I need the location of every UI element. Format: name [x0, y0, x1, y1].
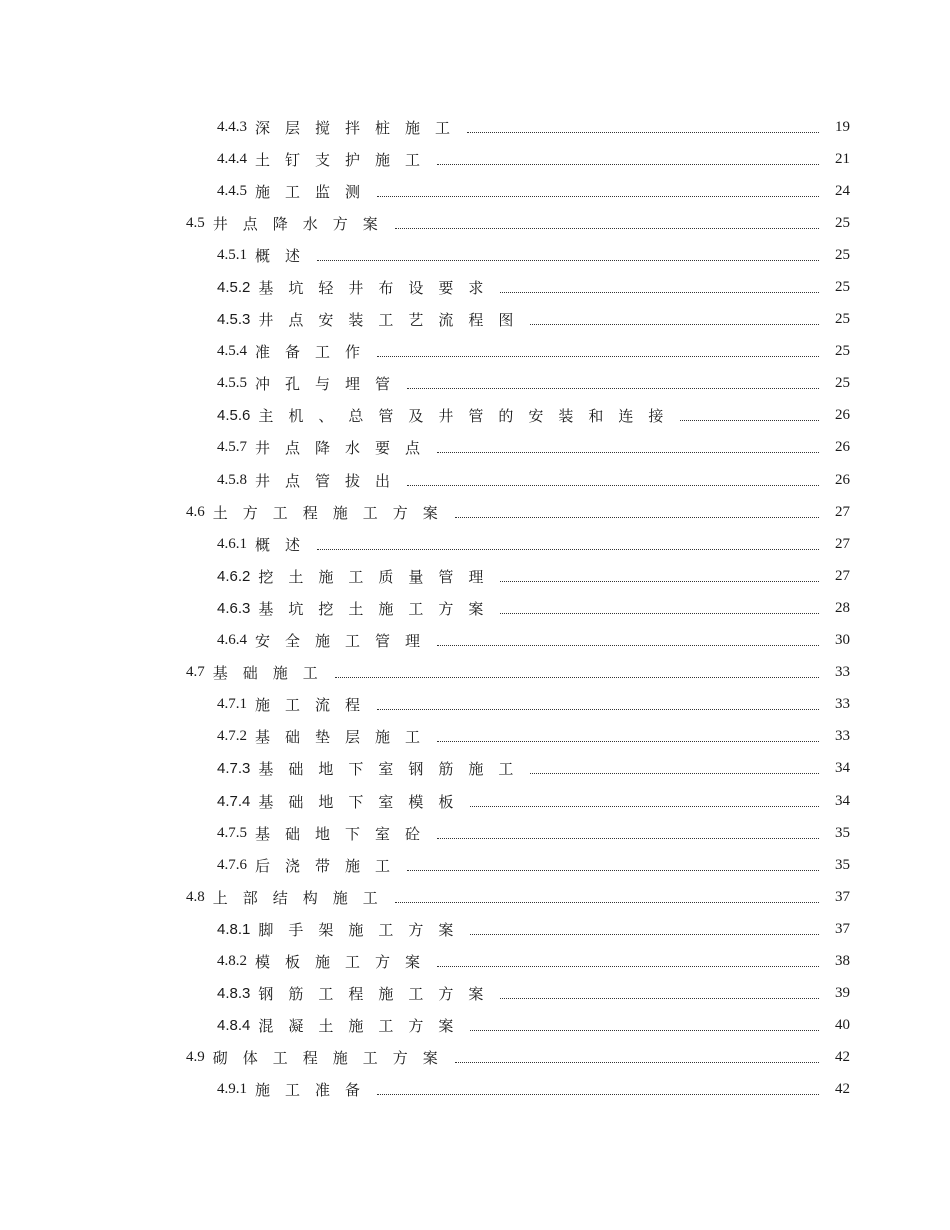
toc-subsection-entry[interactable] — [0, 336, 950, 368]
toc-entry-title: 主机、总管及井管的安装和连接 — [258, 407, 679, 426]
toc-entry-title: 概述 — [255, 246, 316, 265]
toc-subsection-entry[interactable] — [0, 753, 950, 785]
toc-entry-title: 脚手架施工方案 — [258, 920, 469, 939]
toc-entry-page-number: 34 — [835, 792, 850, 809]
toc-dot-leader — [335, 677, 819, 678]
toc-subsection-entry[interactable] — [0, 1074, 950, 1106]
toc-entry-number: 4.8.1 — [217, 920, 251, 938]
toc-dot-leader — [455, 517, 819, 518]
toc-subsection-entry[interactable] — [0, 945, 950, 977]
toc-entry-number: 4.6 — [186, 503, 205, 520]
toc-entry-number: 4.7.4 — [217, 792, 251, 810]
toc-entry-page-number: 28 — [835, 599, 850, 616]
toc-subsection-entry[interactable] — [0, 1010, 950, 1042]
toc-subsection-entry[interactable] — [0, 849, 950, 881]
toc-entry-title: 基础地下室钢筋施工 — [258, 760, 529, 779]
toc-subsection-entry[interactable] — [0, 111, 950, 143]
toc-dot-leader — [377, 1094, 819, 1095]
toc-entry-page-number: 25 — [835, 375, 850, 392]
toc-entry-title: 深层搅拌桩施工 — [255, 118, 466, 137]
toc-entry-number: 4.4.3 — [217, 118, 247, 135]
toc-entry-number: 4.8 — [186, 888, 205, 905]
toc-dot-leader — [500, 581, 819, 582]
toc-entry-page-number: 39 — [835, 985, 850, 1002]
toc-dot-leader — [680, 420, 819, 421]
toc-dot-leader — [470, 934, 819, 935]
toc-entry-number: 4.5.1 — [217, 246, 247, 263]
toc-entry-number: 4.5.3 — [217, 311, 251, 329]
toc-entry-page-number: 25 — [835, 343, 850, 360]
toc-entry-page-number: 27 — [835, 567, 850, 584]
toc-entry-number: 4.8.4 — [217, 1017, 251, 1035]
toc-dot-leader — [317, 260, 819, 261]
toc-entry-page-number: 25 — [835, 214, 850, 231]
toc-entry-title: 基础施工 — [212, 664, 333, 683]
toc-entry-title: 井点安装工艺流程图 — [258, 311, 529, 330]
toc-subsection-entry[interactable] — [0, 785, 950, 817]
toc-entry-number: 4.5.6 — [217, 407, 251, 425]
toc-entry-page-number: 37 — [835, 888, 850, 905]
toc-entry-page-number: 42 — [835, 1081, 850, 1098]
toc-entry-title: 井点管拔出 — [255, 471, 406, 490]
toc-entry-page-number: 21 — [835, 150, 850, 167]
toc-subsection-entry[interactable] — [0, 304, 950, 336]
toc-dot-leader — [455, 1062, 819, 1063]
toc-subsection-entry[interactable] — [0, 464, 950, 496]
toc-subsection-entry[interactable] — [0, 560, 950, 592]
toc-entry-title: 后浇带施工 — [255, 856, 406, 875]
toc-subsection-entry[interactable] — [0, 721, 950, 753]
toc-entry-number: 4.5.8 — [217, 471, 247, 488]
toc-entry-page-number: 35 — [835, 856, 850, 873]
toc-entry-title: 施工流程 — [255, 696, 376, 715]
toc-entry-title: 基础垫层施工 — [255, 728, 436, 747]
toc-entry-page-number: 30 — [835, 632, 850, 649]
toc-subsection-entry[interactable] — [0, 978, 950, 1010]
toc-entry-page-number: 33 — [835, 728, 850, 745]
toc-entry-number: 4.7.6 — [217, 856, 247, 873]
toc-entry-page-number: 26 — [835, 471, 850, 488]
toc-entry-page-number: 26 — [835, 407, 850, 424]
toc-entry-title: 钢筋工程施工方案 — [258, 985, 499, 1004]
toc-dot-leader — [377, 709, 819, 710]
toc-entry-number: 4.5.2 — [217, 279, 251, 297]
toc-entry-number: 4.5.5 — [217, 375, 247, 392]
toc-entry-number: 4.7.1 — [217, 696, 247, 713]
toc-dot-leader — [530, 324, 819, 325]
toc-entry-title: 准备工作 — [255, 343, 376, 362]
toc-entry-page-number: 38 — [835, 952, 850, 969]
toc-entry-number: 4.7.3 — [217, 760, 251, 778]
toc-dot-leader — [530, 773, 819, 774]
toc-dot-leader — [437, 645, 819, 646]
toc-entry-title: 基坑轻井布设要求 — [258, 279, 499, 298]
toc-dot-leader — [395, 902, 819, 903]
toc-dot-leader — [377, 196, 819, 197]
toc-dot-leader — [437, 966, 819, 967]
toc-entry-number: 4.7 — [186, 664, 205, 681]
toc-entry-page-number: 42 — [835, 1049, 850, 1066]
table-of-contents — [0, 111, 950, 1106]
toc-entry-number: 4.5 — [186, 214, 205, 231]
toc-entry-page-number: 27 — [835, 535, 850, 552]
toc-subsection-entry[interactable] — [0, 368, 950, 400]
toc-dot-leader — [377, 356, 819, 357]
toc-entry-number: 4.8.2 — [217, 952, 247, 969]
toc-entry-page-number: 40 — [835, 1017, 850, 1034]
toc-subsection-entry[interactable] — [0, 143, 950, 175]
toc-dot-leader — [317, 549, 819, 550]
toc-subsection-entry[interactable] — [0, 175, 950, 207]
toc-subsection-entry[interactable] — [0, 592, 950, 624]
toc-dot-leader — [470, 806, 819, 807]
toc-entry-title: 安全施工管理 — [255, 632, 436, 651]
toc-dot-leader — [395, 228, 819, 229]
toc-subsection-entry[interactable] — [0, 400, 950, 432]
toc-dot-leader — [437, 164, 819, 165]
toc-entry-number: 4.5.4 — [217, 343, 247, 360]
toc-entry-title: 模板施工方案 — [255, 952, 436, 971]
toc-subsection-entry[interactable] — [0, 689, 950, 721]
toc-entry-number: 4.4.4 — [217, 150, 247, 167]
toc-subsection-entry[interactable] — [0, 432, 950, 464]
toc-entry-title: 土钉支护施工 — [255, 150, 436, 169]
toc-entry-number: 4.6.4 — [217, 632, 247, 649]
toc-entry-page-number: 25 — [835, 311, 850, 328]
toc-dot-leader — [500, 292, 819, 293]
toc-entry-page-number: 34 — [835, 760, 850, 777]
toc-subsection-entry[interactable] — [0, 271, 950, 303]
toc-entry-page-number: 33 — [835, 696, 850, 713]
toc-section-entry[interactable] — [0, 881, 950, 913]
toc-entry-title: 施工监测 — [255, 182, 376, 201]
toc-entry-page-number: 35 — [835, 824, 850, 841]
toc-entry-title: 混凝土施工方案 — [258, 1017, 469, 1036]
toc-entry-title: 基础地下室模板 — [258, 792, 469, 811]
toc-entry-title: 概述 — [255, 535, 316, 554]
toc-entry-number: 4.6.2 — [217, 567, 251, 585]
toc-entry-page-number: 25 — [835, 279, 850, 296]
toc-entry-title: 井点降水要点 — [255, 439, 436, 458]
toc-dot-leader — [407, 870, 819, 871]
toc-dot-leader — [437, 452, 819, 453]
toc-entry-number: 4.9.1 — [217, 1081, 247, 1098]
toc-entry-number: 4.9 — [186, 1049, 205, 1066]
toc-entry-number: 4.5.7 — [217, 439, 247, 456]
toc-section-entry[interactable] — [0, 207, 950, 239]
toc-entry-number: 4.6.1 — [217, 535, 247, 552]
toc-section-entry[interactable] — [0, 496, 950, 528]
toc-entry-title: 土方工程施工方案 — [212, 503, 453, 522]
toc-entry-title: 基础地下室砼 — [255, 824, 436, 843]
toc-entry-page-number: 33 — [835, 664, 850, 681]
toc-entry-number: 4.7.2 — [217, 728, 247, 745]
toc-subsection-entry[interactable] — [0, 817, 950, 849]
toc-entry-title: 井点降水方案 — [212, 214, 393, 233]
toc-dot-leader — [407, 388, 819, 389]
toc-subsection-entry[interactable] — [0, 625, 950, 657]
toc-entry-number: 4.8.3 — [217, 985, 251, 1003]
toc-entry-page-number: 24 — [835, 182, 850, 199]
toc-entry-title: 施工准备 — [255, 1081, 376, 1100]
toc-subsection-entry[interactable] — [0, 913, 950, 945]
toc-entry-number: 4.6.3 — [217, 599, 251, 617]
toc-entry-title: 基坑挖土施工方案 — [258, 599, 499, 618]
toc-dot-leader — [470, 1030, 819, 1031]
toc-entry-number: 4.7.5 — [217, 824, 247, 841]
toc-entry-title: 上部结构施工 — [212, 888, 393, 907]
toc-subsection-entry[interactable] — [0, 239, 950, 271]
toc-section-entry[interactable] — [0, 657, 950, 689]
toc-entry-number: 4.4.5 — [217, 182, 247, 199]
toc-section-entry[interactable] — [0, 1042, 950, 1074]
toc-dot-leader — [500, 998, 819, 999]
toc-subsection-entry[interactable] — [0, 528, 950, 560]
toc-entry-page-number: 25 — [835, 246, 850, 263]
toc-dot-leader — [467, 132, 819, 133]
toc-entry-page-number: 37 — [835, 920, 850, 937]
toc-entry-page-number: 26 — [835, 439, 850, 456]
toc-dot-leader — [437, 741, 819, 742]
toc-entry-page-number: 27 — [835, 503, 850, 520]
toc-entry-title: 挖土施工质量管理 — [258, 567, 499, 586]
toc-entry-page-number: 19 — [835, 118, 850, 135]
toc-dot-leader — [407, 485, 819, 486]
toc-dot-leader — [437, 838, 819, 839]
toc-dot-leader — [500, 613, 819, 614]
toc-entry-title: 砌体工程施工方案 — [212, 1049, 453, 1068]
toc-entry-title: 冲孔与埋管 — [255, 375, 406, 394]
